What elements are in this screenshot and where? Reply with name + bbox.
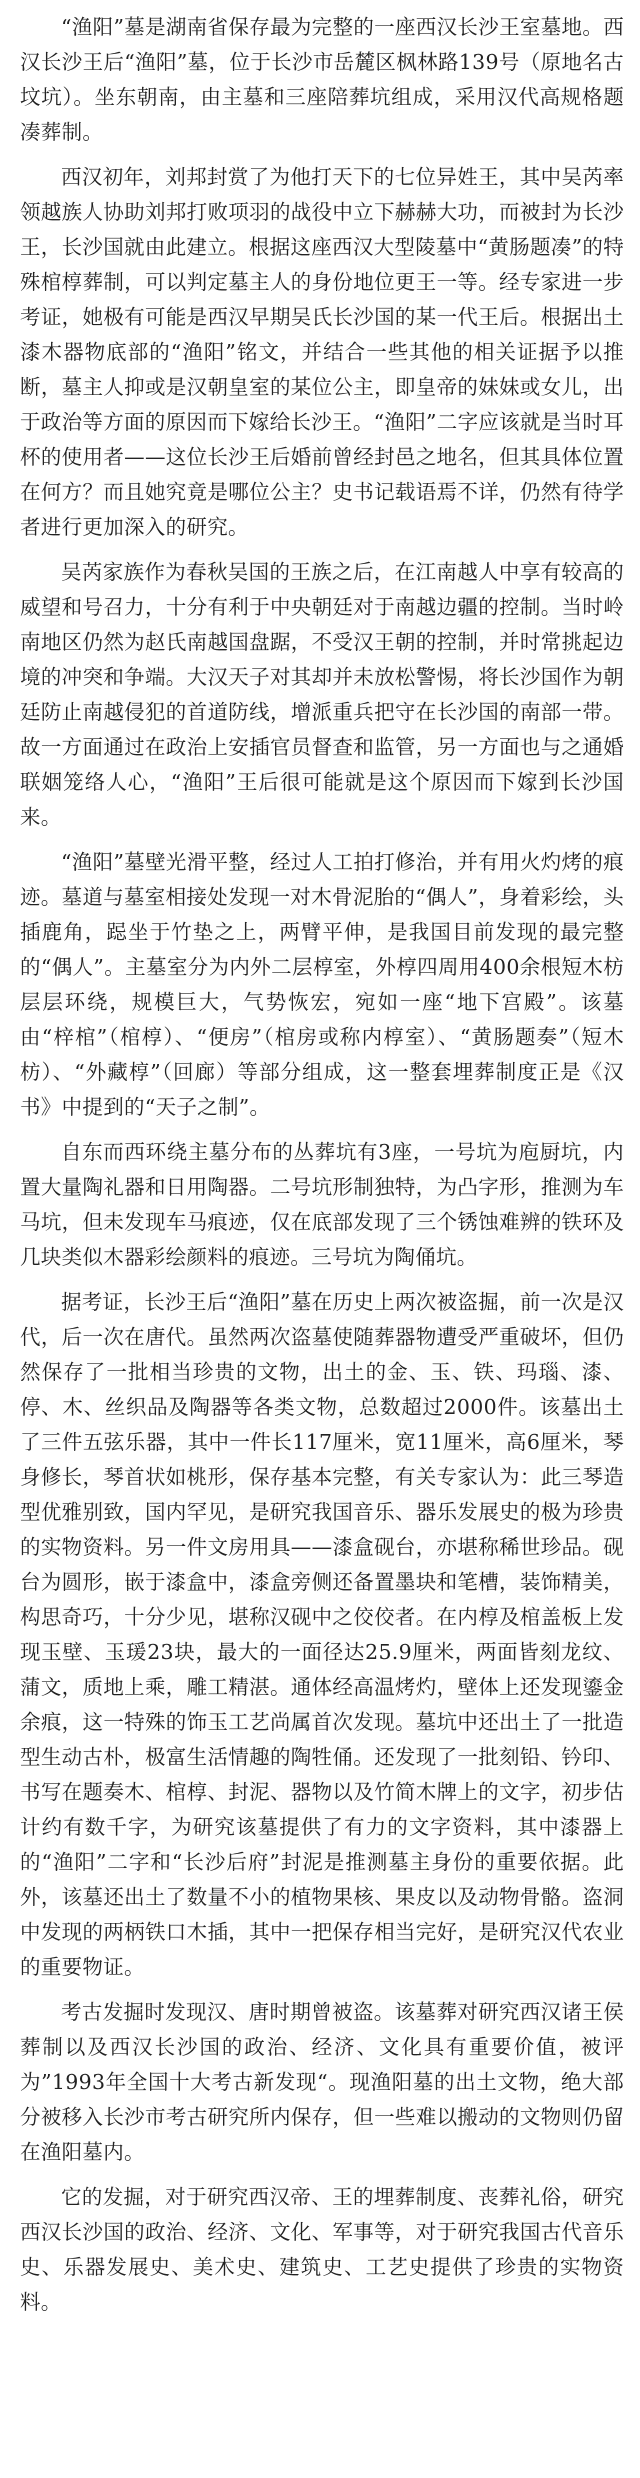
paragraph-intro: “渔阳”墓是湖南省保存最为完整的一座西汉长沙王室墓地。西汉长沙王后“渔阳”墓，位于长沙市岳麓区枫林路139号（原地名古坟坑）。坐东朝南，由主墓和三座陪葬坑组成，采用汉代高规格题凑葬制。 [20,15,624,144]
paragraph-artifacts: 据考证，长沙王后“渔阳”墓在历史上两次被盗掘，前一次是汉代，后一次在唐代。虽然两次盗墓使随葬器物遭受严重破坏，但仍然保存了一批相当珍贵的文物，出土的金、玉、铁、玛瑙、漆、停、木、丝织品及陶器等各类文物，总数超过2000件。该墓出土了三件五弦乐器，其中一件长117厘米，宽11厘米，高6厘米，琴身修长，琴首状如桃形，保存基本完整，有关专家认为：此三琴造型优雅别致，国内罕见，是研究我国音乐、器乐发展史的极为珍贵的实物资料。另一件文房用具——漆盒砚台，亦堪称稀世珍品。砚台为圆形，嵌于漆盒中，漆盒旁侧还备置墨块和笔槽，装饰精美，构思奇巧，十分少见，堪称汉砚中之佼佼者。在内椁及棺盖板上发现玉壁、玉瑗23块，最大的一面径达25.9厘米，两面皆刻龙纹、蒲文，质地上乘，雕工精湛。通体经高温烤灼，壁体上还发现鎏金余痕，这一特殊的饰玉工艺尚属首次发现。墓坑中还出土了一批造型生动古朴，极富生活情趣的陶牲俑。还发现了一批刻铅、钤印、书写在题奏木、棺椁、封泥、器物以及竹简木牌上的文字，初步估计约有数千字，为研究该墓提供了有力的文字资料，其中漆器上的“渔阳”二字和“长沙后府”封泥是推测墓主身份的重要依据。此外，该墓还出土了数量不小的植物果核、果皮以及动物骨骼。盗洞中发现的两柄铁口木插，其中一把保存相当完好，是研究汉代农业的重要物证。 [20,1290,624,1979]
paragraph-significance: 它的发掘，对于研究西汉帝、王的埋葬制度、丧葬礼俗，研究西汉长沙国的政治、经济、文化、军事等，对于研究我国古代音乐史、乐器发展史、美术史、建筑史、工艺史提供了珍贵的实物资料。 [20,2185,624,2314]
paragraph-burial-pits: 自东而西环绕主墓分布的丛葬坑有3座，一号坑为庖厨坑，内置大量陶礼器和日用陶器。二号坑形制独特，为凸字形，推测为车马坑，但未发现车马痕迹，仅在底部发现了三个锈蚀难辨的铁环及几块类似木器彩绘颜料的痕迹。三号坑为陶俑坑。 [20,1140,624,1269]
paragraph-tomb-structure: “渔阳”墓壁光滑平整，经过人工拍打修治，并有用火灼烤的痕迹。墓道与墓室相接处发现一对木骨泥胎的“偶人”，身着彩绘，头插鹿角，跽坐于竹垫之上，两臂平伸，是我国目前发现的最完整的“偶人”。主墓室分为内外二层椁室，外椁四周用400余根短木枋层层环绕，规模巨大，气势恢宏，宛如一座“地下宫殿”。该墓由“梓棺”（棺椁）、“便房”（棺房或称内椁室）、“黄肠题奏”（短木枋）、“外藏椁”（回廊）等部分组成，这一整套埋葬制度正是《汉书》中提到的“天子之制”。 [20,850,624,1119]
article-body [20,10,624,2330]
paragraph-wu-rui-family: 吴芮家族作为春秋吴国的王族之后，在江南越人中享有较高的威望和号召力，十分有利于中央朝廷对于南越边疆的控制。当时岭南地区仍然为赵氏南越国盘踞，不受汉王朝的控制，并时常挑起边境的冲突和争端。大汉天子对其却并未放松警惕，将长沙国作为朝廷防止南越侵犯的首道防线，增派重兵把守在长沙国的南部一带。故一方面通过在政治上安插官员督查和监管，另一方面也与之通婚联姻笼络人心，“渔阳”王后很可能就是这个原因而下嫁到长沙国来。 [20,560,624,829]
paragraph-excavation: 考古发掘时发现汉、唐时期曾被盗。该墓葬对研究西汉诸王侯葬制以及西汉长沙国的政治、经济、文化具有重要价值，被评为”1993年全国十大考古新发现“。现渔阳墓的出土文物，绝大部分被移入长沙市考古研究所内保存，但一些难以搬动的文物则仍留在渔阳墓内。 [20,2000,624,2164]
paragraph-history: 西汉初年，刘邦封赏了为他打天下的七位异姓王，其中吴芮率领越族人协助刘邦打败项羽的战役中立下赫赫大功，而被封为长沙王，长沙国就由此建立。根据这座西汉大型陵墓中“黄肠题凑”的特殊棺椁葬制，可以判定墓主人的身份地位更王一等。经专家进一步考证，她极有可能是西汉早期吴氏长沙国的某一代王后。根据出土漆木器物底部的“渔阳”铭文，并结合一些其他的相关证据予以推断，墓主人抑或是汉朝皇室的某位公主，即皇帝的妹妹或女儿，出于政治等方面的原因而下嫁给长沙王。“渔阳”二字应该就是当时耳杯的使用者——这位长沙王后婚前曾经封邑之地名，但其具体位置在何方？而且她究竟是哪位公主？史书记载语焉不详，仍然有待学者进行更加深入的研究。 [20,165,624,539]
